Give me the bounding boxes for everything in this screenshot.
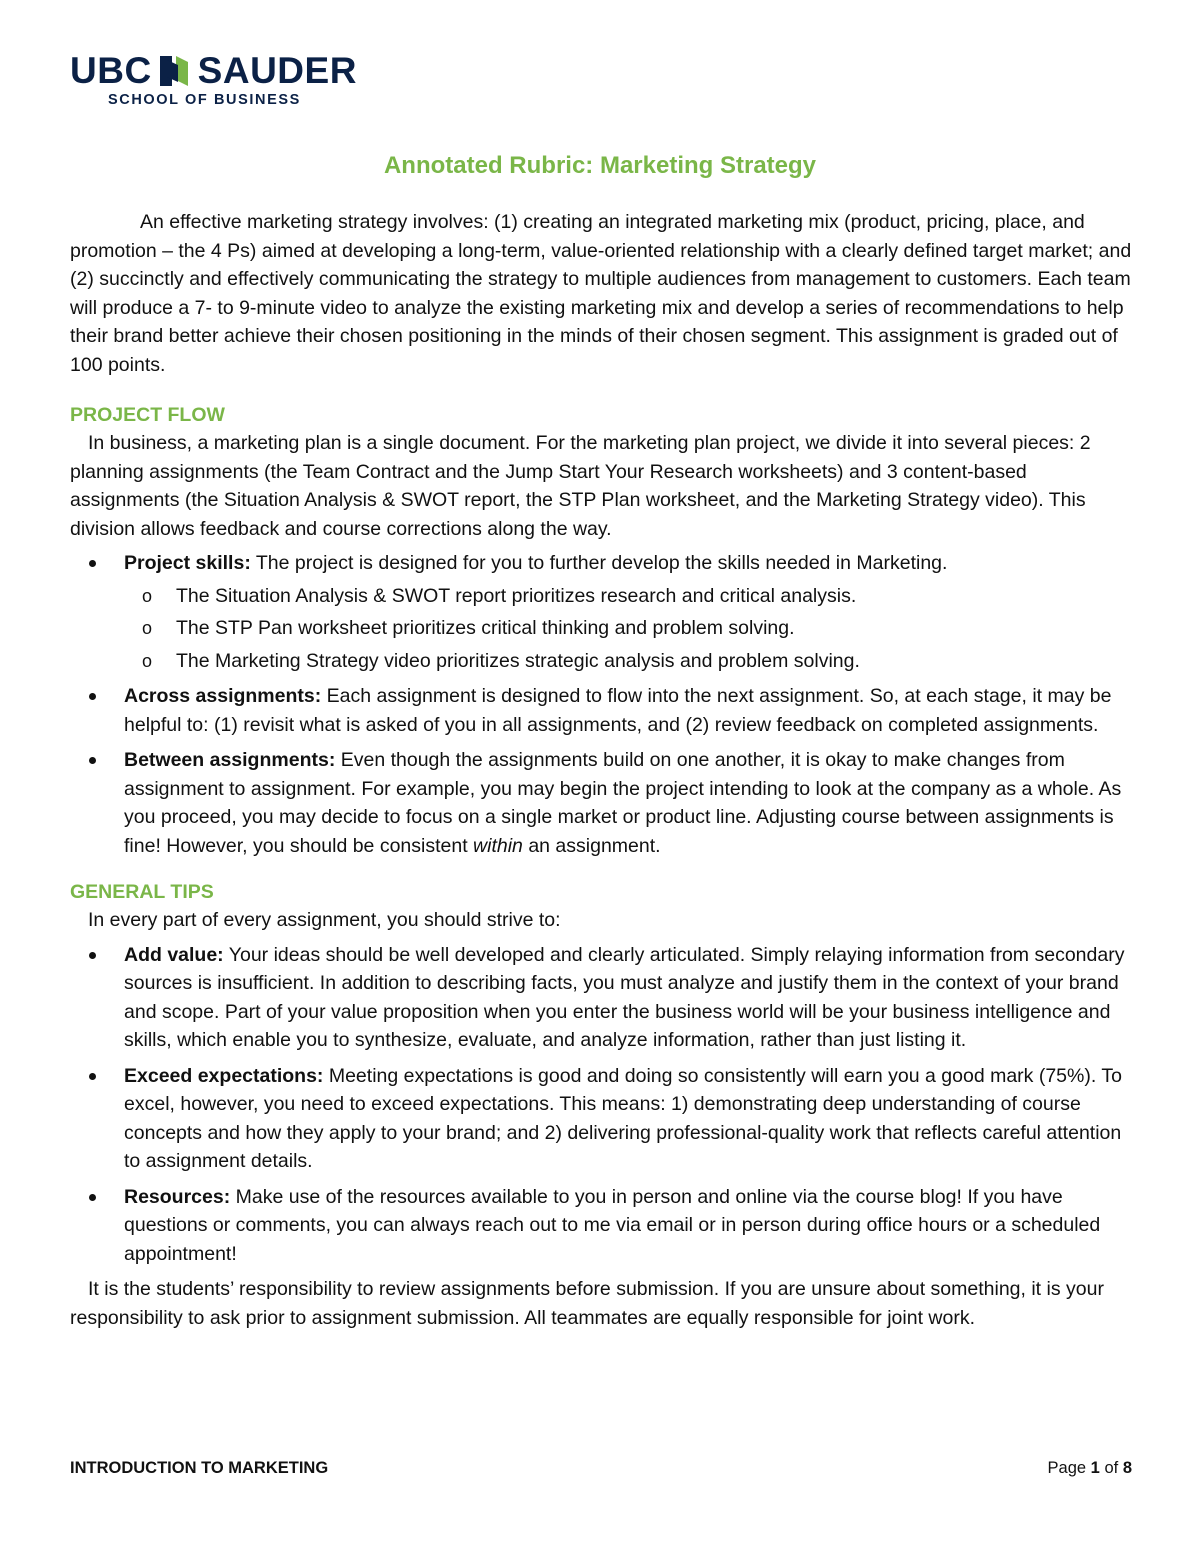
bullet-text-end: an assignment. bbox=[522, 834, 661, 857]
sub-list-item: o The Marketing Strategy video prioritizes strategic analysis and problem solving. bbox=[124, 647, 1132, 676]
general-tips-list bbox=[70, 941, 1132, 1269]
list-item bbox=[70, 1062, 1132, 1176]
bullet-label: Between assignments: bbox=[124, 749, 336, 771]
bullet-text: Your ideas should be well developed and clearly articulated. Simply relaying information from secondary sources is insufficient. In addition to describing facts, you must analyze and justify them in the context of your brand and scope. Part of your value proposition when you enter the business world will be your business intelligence and skills, which enable you to synthesize, evaluate, and analyze information, rather than just listing it. bbox=[124, 943, 1125, 1051]
sub-list-item: o The Situation Analysis & SWOT report prioritizes research and critical analysis. bbox=[124, 582, 1132, 611]
page-current: 1 bbox=[1090, 1459, 1100, 1477]
list-item bbox=[70, 1183, 1132, 1269]
bullet-label: Project skills: bbox=[124, 552, 251, 574]
bullet-text: Make use of the resources available to you in person and online via the course blog! If you have questions or comments, you can always reach out to me via email or in person during office hours or a scheduled appointment! bbox=[124, 1185, 1101, 1265]
page-word: Page bbox=[1047, 1459, 1087, 1477]
bullet-text: The project is designed for you to further develop the skills needed in Marketing. bbox=[250, 552, 948, 574]
page-of: of bbox=[1104, 1459, 1119, 1477]
document-body bbox=[70, 208, 1132, 1332]
page-footer bbox=[70, 1459, 1132, 1478]
project-flow-list bbox=[70, 549, 1132, 860]
document-title: Annotated Rubric: Marketing Strategy bbox=[383, 152, 817, 179]
list-item bbox=[70, 941, 1132, 1055]
general-tips-lead: In every part of every assignment, you should strive to: bbox=[88, 909, 561, 931]
bullet-label: Add value: bbox=[124, 943, 224, 966]
logo-subtitle: SCHOOL OF BUSINESS bbox=[108, 92, 301, 108]
closing-paragraph: It is the students’ responsibility to review assignments before submission. If you are unsure about something, it is your responsibility to ask prior to assignment submission. All teammates are equally responsible for joint work. bbox=[70, 1278, 1104, 1329]
list-item bbox=[70, 682, 1132, 739]
page-number bbox=[1048, 1459, 1132, 1478]
bullet-label: Resources: bbox=[124, 1185, 231, 1208]
bullet-text: Meeting expectations is good and doing so consistently will earn you a good mark (75%). To excel, however, you need to exceed expectations. This means: 1) demonstrating deep understanding of course concepts and how they apply to your brand; and 2) delivering professional-quality work that reflects careful attention to assignment details. bbox=[124, 1064, 1122, 1172]
ubc-sauder-logo bbox=[70, 52, 370, 116]
footer-course-name: INTRODUCTION TO MARKETING bbox=[70, 1459, 329, 1477]
sub-list-item: o The STP Pan worksheet prioritizes critical thinking and problem solving. bbox=[124, 614, 1132, 643]
bullet-text: Each assignment is designed to flow into the next assignment. So, at each stage, it may be helpful to: (1) revisit what is asked of you in all assignments, and (2) review feedback on completed assignments. bbox=[124, 685, 1112, 736]
section-heading-project-flow: PROJECT FLOW bbox=[70, 404, 225, 426]
bullet-emphasis: within bbox=[473, 834, 523, 857]
sub-list bbox=[124, 582, 1132, 676]
project-flow-lead: In business, a marketing plan is a single document. For the marketing plan project, we divide it into several pieces: 2 planning assignments (the Team Contract and the Jump Start Your Research worksheets) and 3 content-based assignments (the Situation Analysis & SWOT report, the STP Plan worksheet, and the Marketing Strategy video). This division allows feedback and course corrections along the way. bbox=[70, 432, 1091, 540]
list-item bbox=[70, 549, 1132, 675]
bullet-label: Across assignments: bbox=[124, 685, 322, 707]
bullet-text: Even though the assignments build on one another, it is okay to make changes from assignment to assignment. For example, you may begin the project intending to look at the company as a whole. As you proceed, you may decide to focus on a single market or product line. Adjusting course between assignments is fine! However, you should be consistent bbox=[124, 749, 1122, 857]
list-item bbox=[70, 746, 1132, 860]
logo-word-sauder: SAUDER bbox=[197, 50, 357, 91]
logo-word-ubc: UBC bbox=[70, 50, 152, 91]
bullet-label: Exceed expectations: bbox=[124, 1064, 324, 1087]
page-total: 8 bbox=[1122, 1459, 1132, 1477]
intro-paragraph: An effective marketing strategy involves: (1) creating an integrated marketing mix (product, pricing, place, and promotion – the 4 Ps) aimed at developing a long-term, value-oriented relationship with a clearly defined target market; and (2) succinctly and effectively communicating the strategy to multiple audiences from management to customers. Each team will produce a 7- to 9-minute video to analyze the existing marketing mix and develop a series of recommendations to help their brand better achieve their chosen positioning in the minds of their chosen segment. This assignment is graded out of 100 points. bbox=[70, 211, 1132, 376]
section-heading-general-tips: GENERAL TIPS bbox=[70, 881, 214, 903]
logo-mark-icon bbox=[158, 54, 190, 88]
